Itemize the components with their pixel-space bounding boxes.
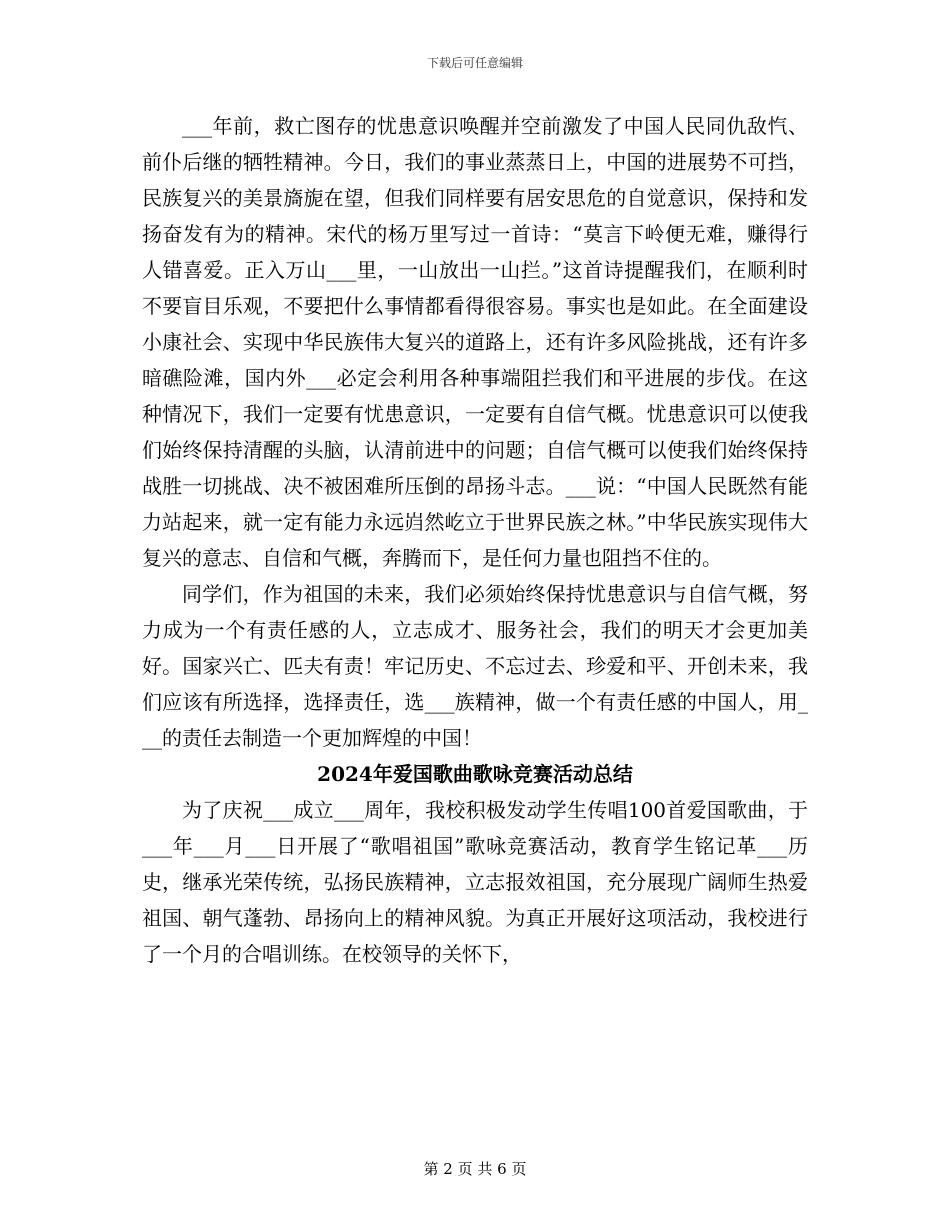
section-paragraph: 为了庆祝___成立___周年，我校积极发动学生传唱100首爱国歌曲，于___年___月___日开展了“歌唱祖国”歌咏竞赛活动，教育学生铭记革___历史，继承光荣传统，弘扬民族精神，立志报效祖国，充分展现广阔师生热爱祖国、朝气蓬勃、昂扬向上的精神风貌。为真正开展好这项活动，我校进行了一个月的合唱训练。在校领导的关怀下， [142, 798, 808, 966]
section-title: 2024年爱国歌曲歌咏竞赛活动总结 [317, 762, 633, 786]
body-paragraph-1: ___年前，救亡图存的忧患意识唤醒并空前激发了中国人民同仇敌忾、前仆后继的牺牲精神。今日，我们的事业蒸蒸日上，中国的进展势不可挡，民族复兴的美景旖旎在望，但我们同样要有居安思危的自觉意识，保持和发扬奋发有为的精神。宋代的杨万里写过一首诗：“莫言下岭便无难，赚得行人错喜爱。正入万山___里，一山放出一山拦。”这首诗提醒我们，在顺利时不要盲目乐观，不要把什么事情都看得很容易。事实也是如此。在全面建设小康社会、实现中华民族伟大复兴的道路上，还有许多风险挑战，还有许多暗礁险滩，国内外___必定会利用各种事端阻拦我们和平进展的步伐。在这种情况下，我们一定要有忧患意识，一定要有自信气概。忧患意识可以使我们始终保持清醒的头脑，认清前进中的问题；自信气概可以使我们始终保持战胜一切挑战、决不被困难所压倒的昂扬斗志。___说：“中国人民既然有能力站起来，就一定有能力永远岿然屹立于世界民族之林。”中华民族实现伟大复兴的意志、自信和气概，奔腾而下，是任何力量也阻挡不住的。 [142, 114, 808, 570]
body-paragraph-2: 同学们，作为祖国的未来，我们必须始终保持忧患意识与自信气概，努力成为一个有责任感的人，立志成才、服务社会，我们的明天才会更加美好。国家兴亡、匹夫有责！牢记历史、不忘过去、珍爱和平、开创未来，我们应该有所选择，选择责任，选___族精神，做一个有责任感的中国人，用___的责任去制造一个更加辉煌的中国！ [142, 582, 808, 750]
page-footer: 第 2 页 共 6 页 [423, 1160, 527, 1178]
document-body [142, 108, 808, 972]
page-header: 下载后可任意编辑 [426, 56, 523, 70]
